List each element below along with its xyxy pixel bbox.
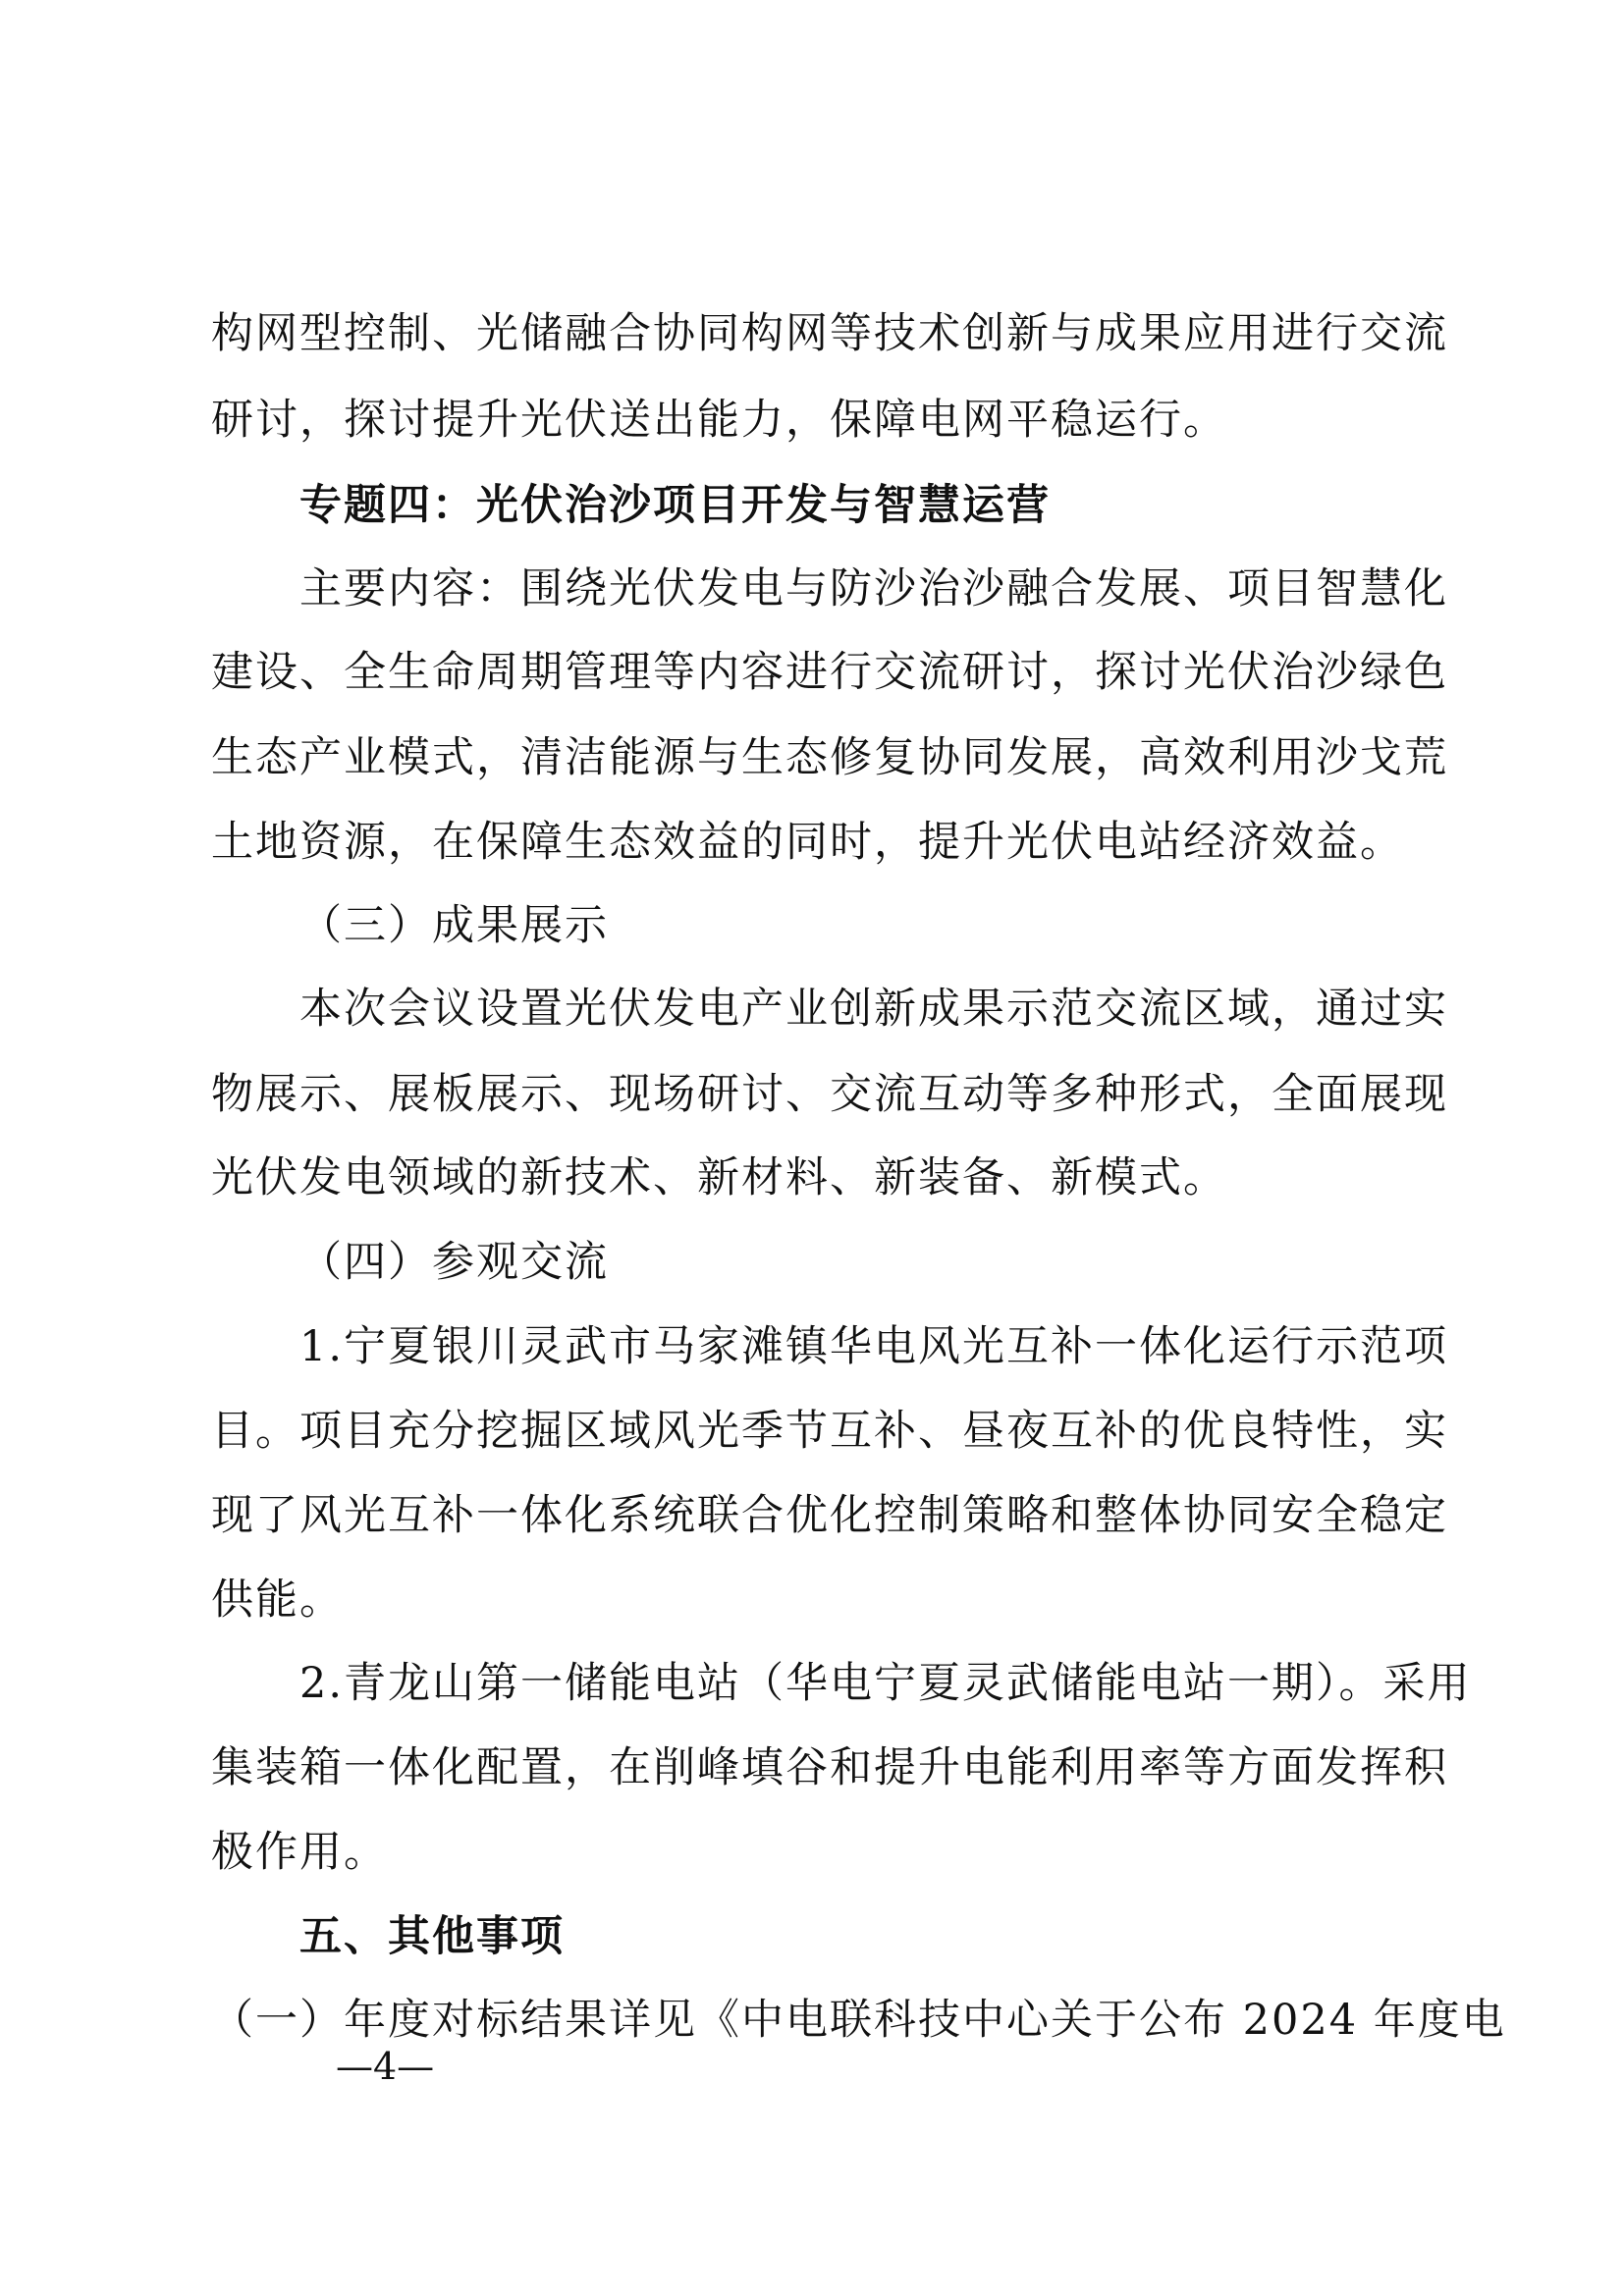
paragraph-line: 供能。 — [211, 1575, 344, 1625]
paragraph-line: 构网型控制、光储融合协同构网等技术创新与成果应用进行交流 — [211, 309, 1448, 358]
paragraph-line: 土地资源，在保障生态效益的同时，提升光伏电站经济效益。 — [211, 818, 1404, 867]
paragraph-line: 极作用。 — [211, 1828, 388, 1877]
page-number: —4— — [336, 2045, 435, 2088]
paragraph-line: 集装箱一体化配置，在削峰填谷和提升电能利用率等方面发挥积 — [211, 1743, 1448, 1792]
paragraph-line: 2.青龙山第一储能电站（华电宁夏灵武储能电站一期）。采用 — [299, 1659, 1472, 1708]
paragraph-line: 生态产业模式，清洁能源与生态修复协同发展，高效利用沙戈荒 — [211, 733, 1448, 782]
paragraph-line: 主要内容：围绕光伏发电与防沙治沙融合发展、项目智慧化 — [299, 564, 1448, 614]
section-heading: 五、其他事项 — [299, 1912, 565, 1961]
paragraph-line: 研讨，探讨提升光伏送出能力，保障电网平稳运行。 — [211, 396, 1227, 445]
paragraph-line: 建设、全生命周期管理等内容进行交流研讨，探讨光伏治沙绿色 — [211, 648, 1448, 697]
subsection-heading: （三）成果展示 — [299, 901, 609, 950]
section-heading: 专题四：光伏治沙项目开发与智慧运营 — [299, 481, 1051, 530]
paragraph-line: 光伏发电领域的新技术、新材料、新装备、新模式。 — [211, 1153, 1227, 1202]
subsection-heading: （四）参观交流 — [299, 1238, 609, 1287]
paragraph-line: 目。项目充分挖掘区域风光季节互补、昼夜互补的优良特性，实 — [211, 1407, 1448, 1456]
paragraph-line: （一）年度对标结果详见《中电联科技中心关于公布 2024 年度电 — [211, 1996, 1506, 2045]
paragraph-line: 现了风光互补一体化系统联合优化控制策略和整体协同安全稳定 — [211, 1491, 1448, 1540]
paragraph-line: 1.宁夏银川灵武市马家滩镇华电风光互补一体化运行示范项 — [299, 1322, 1449, 1371]
paragraph-line: 物展示、展板展示、现场研讨、交流互动等多种形式，全面展现 — [211, 1070, 1448, 1119]
paragraph-line: 本次会议设置光伏发电产业创新成果示范交流区域，通过实 — [299, 985, 1448, 1034]
